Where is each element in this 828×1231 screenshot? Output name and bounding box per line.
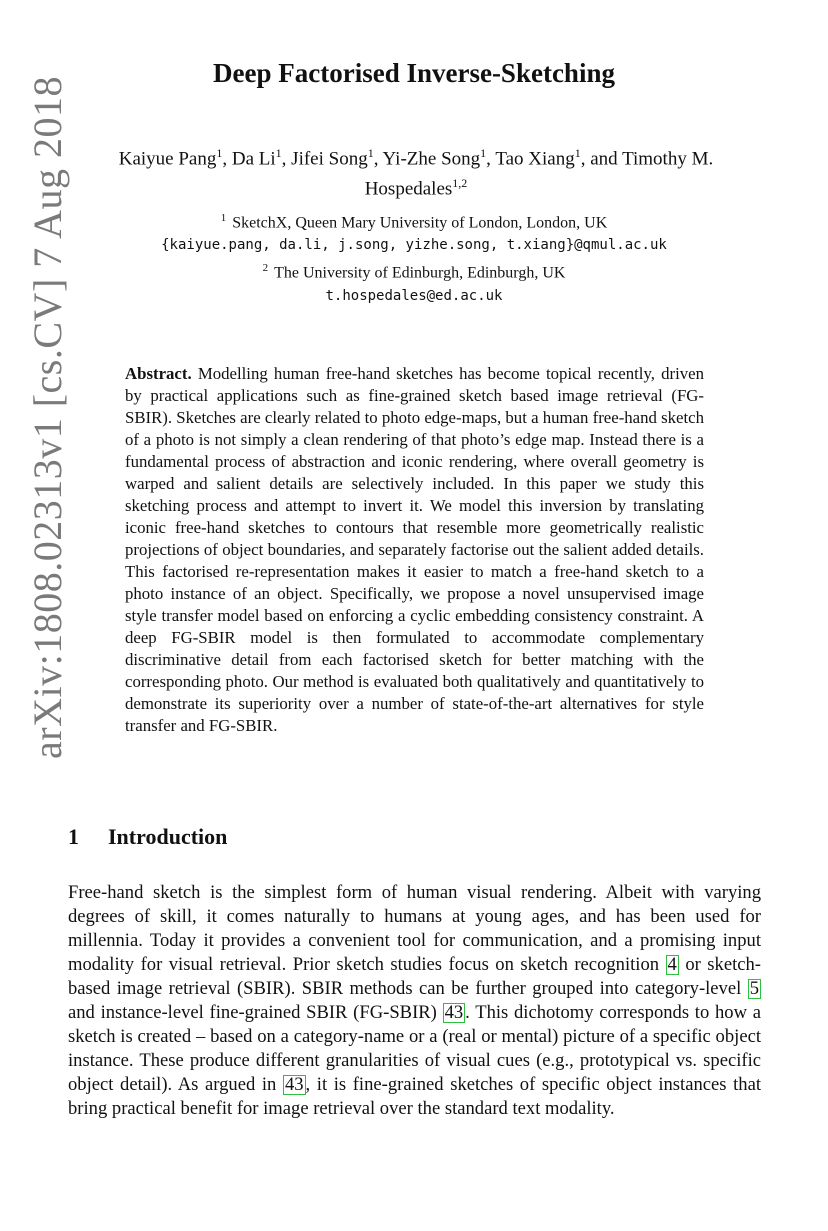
affiliation-mark: 2 [262, 262, 269, 275]
affiliation-2 [0, 257, 828, 284]
affiliation-mark: 1 [220, 212, 227, 224]
author-affiliation-mark: 1 [275, 146, 282, 160]
author-affiliation-mark: 1,2 [452, 176, 468, 191]
intro-paragraph [68, 881, 761, 1121]
paper-title: Deep Factorised Inverse-Sketching [213, 58, 615, 88]
author-name: Kaiyue Pang [118, 148, 217, 170]
affiliation-2-email: t.hospedales@ed.ac.uk [325, 287, 503, 304]
author-name: Timothy M. Hospedales [364, 148, 714, 200]
author-affiliation-mark: 1 [216, 146, 223, 160]
author-name: Yi-Zhe Song [382, 148, 481, 170]
author-affiliation-mark: 1 [480, 146, 487, 160]
affiliation-text: The University of Edinburgh, Edinburgh, UK [274, 264, 566, 282]
section-heading [68, 824, 227, 850]
intro-text: and instance-level fine-grained SBIR (FG-SBIR) [68, 1002, 443, 1023]
intro-text: , it is fine-grained sketches of specific object instances that bring practical benefit for image retrieval over the standard text modality. [68, 1074, 761, 1119]
author-affiliation-mark: 1 [367, 146, 374, 160]
author-name: Jifei Song [291, 148, 368, 170]
affiliation-1-emails: {kaiyue.pang, da.li, j.song, yizhe.song, t.xiang}@qmul.ac.uk [161, 237, 667, 254]
citation-link[interactable]: 4 [667, 954, 677, 975]
arxiv-identifier-margin [22, 72, 72, 762]
affiliation-1 [0, 207, 828, 234]
author-name: Da Li [231, 148, 276, 170]
citation-link[interactable]: 5 [749, 978, 759, 999]
affiliations [0, 207, 828, 308]
author-separator: , [222, 148, 232, 170]
abstract-label: Abstract. [125, 364, 192, 383]
section-title: Introduction [108, 824, 228, 849]
author-list [66, 141, 766, 202]
intro-text: or sketch-based image retrieval (SBIR). SBIR methods can be further grouped into category-level [68, 954, 762, 999]
author-affiliation-mark: 1 [574, 146, 581, 160]
intro-text: . This dichotomy corresponds to how a sketch is created – based on a category-name or a (real or mental) picture of a specific object instance. These produce different granularities of visual cues (e.g., prototypical vs. specific object detail). As argued in [68, 1002, 761, 1095]
citation-link[interactable]: 43 [284, 1074, 304, 1095]
abstract-text: Modelling human free-hand sketches has become topical recently, driven by practical applications such as fine-grained sketch based image retrieval (FG-SBIR). Sketches are clearly related to photo edge-maps, but a human free-hand sketch of a photo is not simply a clean rendering of that photo’s edge map. Instead there is a fundamental process of abstraction and iconic rendering, where overall geometry is warped and salient details are selectively included. In this paper we study this sketching process and attempt to invert it. We model this inversion by translating iconic free-hand sketches to contours that resemble more geometrically realistic projections of object boundaries, and separately factorise out the salient added details. This factorised re-representation makes it easier to match a free-hand sketch to a photo instance of an object. Specifically, we propose a novel unsupervised image style transfer model based on enforcing a cyclic embedding consistency constraint. A deep FG-SBIR model is then formulated to accommodate complementary discriminative detail from each factorised sketch for better matching with the corresponding photo. Our method is evaluated both qualitatively and quantitatively to demonstrate its superiority over a number of state-of-the-art alternatives for style transfer and FG-SBIR. [125, 364, 704, 735]
author-separator: , [486, 148, 496, 170]
author-separator: , and [580, 148, 623, 170]
intro-text: Free-hand sketch is the simplest form of human visual rendering. Albeit with varying degrees of skill, it comes naturally to humans at young ages, and has been used for millennia. Today it provides a convenient tool for communication, and a promising input modality for visual retrieval. Prior sketch studies focus on sketch recognition [68, 882, 761, 975]
abstract [125, 363, 704, 737]
affiliation-text: SketchX, Queen Mary University of London, London, UK [232, 214, 608, 232]
author-separator: , [281, 148, 292, 170]
arxiv-identifier: arXiv:1808.02313v1 [cs.CV] 7 Aug 2018 [24, 75, 70, 759]
section-number: 1 [68, 824, 79, 849]
author-separator: , [373, 148, 383, 170]
citation-link[interactable]: 43 [444, 1002, 464, 1023]
author-name: Tao Xiang [495, 148, 575, 170]
